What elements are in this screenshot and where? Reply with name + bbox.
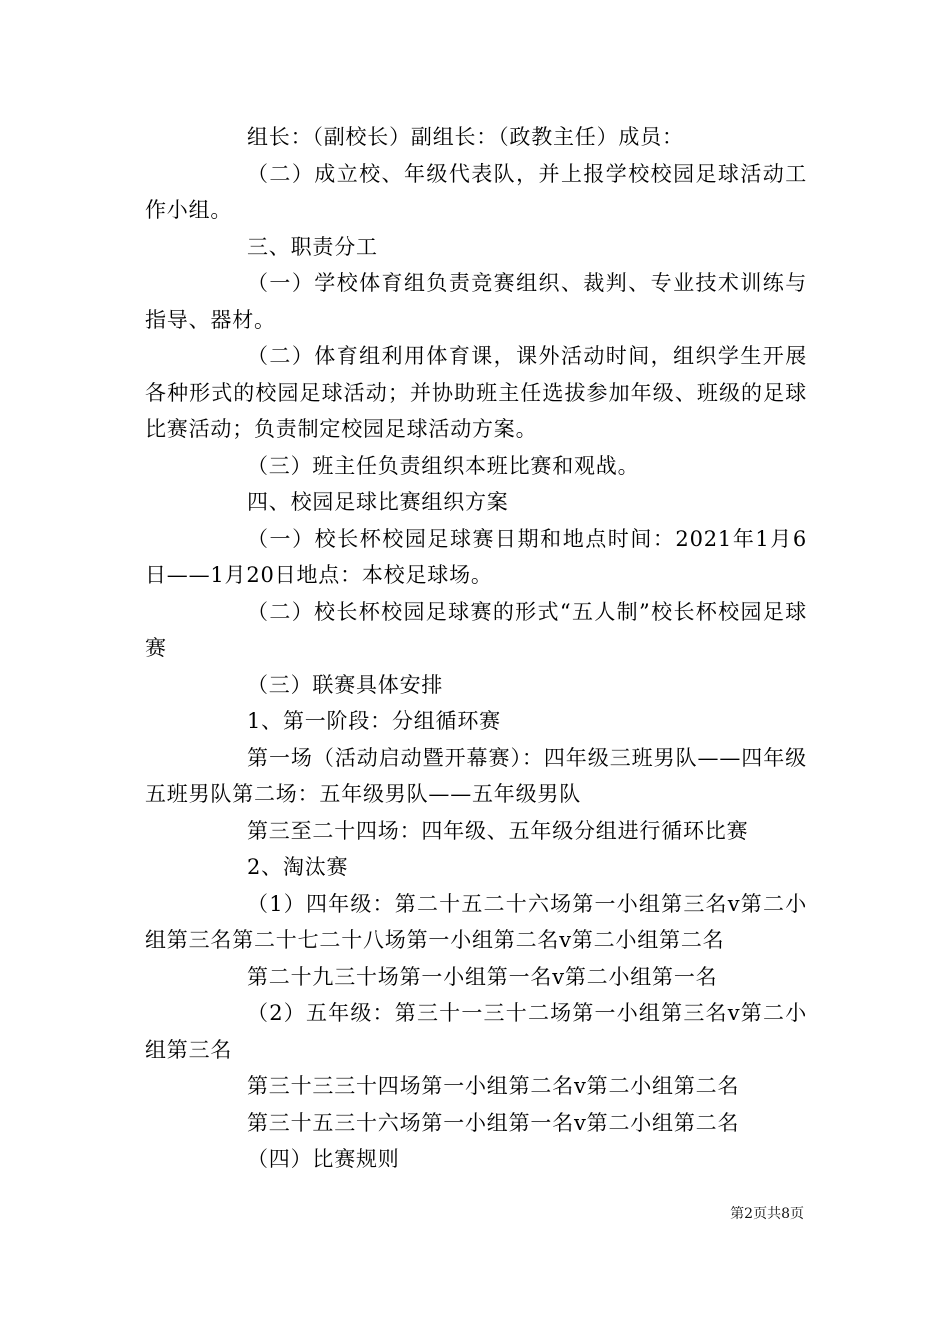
paragraph-schedule-heading: （三）联赛具体安排 — [247, 672, 444, 697]
paragraph-format: （二）校长杯校园足球赛的形式“五人制”校长杯校园足球赛 — [145, 599, 807, 660]
paragraph-opening-match: 第一场（活动启动暨开幕赛）：四年级三班男队——四年级五班男队第二场：五年级男队——五年级男队 — [145, 745, 807, 806]
section-heading-duties: 三、职责分工 — [247, 234, 378, 259]
paragraph-grade-4-final: 第二十九三十场第一小组第一名v第二小组第一名 — [247, 964, 718, 989]
paragraph-grade-4-knockout: （1）四年级：第二十五二十六场第一小组第三名v第二小组第三名第二十七二十八场第一小组第二名v第二小组第二名 — [145, 891, 807, 952]
paragraph-round-robin: 第三至二十四场：四年级、五年级分组进行循环比赛 — [247, 818, 749, 843]
paragraph-duty-1: （一）学校体育组负责竞赛组织、裁判、专业技术训练与指导、器材。 — [145, 271, 807, 332]
paragraph-date-location: （一）校长杯校园足球赛日期和地点时间：2021年1月6日——1月20日地点：本校足球场。 — [145, 526, 807, 587]
paragraph-team-setup: （二）成立校、年级代表队，并上报学校校园足球活动工作小组。 — [145, 161, 807, 222]
paragraph-grade-5-semifinal: 第三十三三十四场第一小组第二名v第二小组第二名 — [247, 1074, 740, 1098]
document-body — [145, 119, 807, 1178]
paragraph-leadership: 组长：（副校长）副组长：（政教主任）成员： — [247, 125, 684, 149]
paragraph-stage-1: 1、第一阶段：分组循环赛 — [247, 709, 501, 733]
paragraph-grade-5-final: 第三十五三十六场第一小组第一名v第二小组第二名 — [247, 1110, 740, 1135]
page-number-footer: 第2页共8页 — [730, 1206, 804, 1222]
paragraph-duty-2: （二）体育组利用体育课，课外活动时间，组织学生开展各种形式的校园足球活动；并协助班主任选拔参加年级、班级的足球比赛活动；负责制定校园足球活动方案。 — [145, 344, 807, 441]
paragraph-duty-3: （三）班主任负责组织本班比赛和观战。 — [247, 453, 640, 478]
paragraph-knockout-heading: 2、淘汰赛 — [247, 855, 349, 879]
section-heading-rules: （四）比赛规则 — [247, 1147, 400, 1171]
paragraph-grade-5-knockout: （2）五年级：第三十一三十二场第一小组第三名v第二小组第三名 — [145, 1001, 807, 1062]
section-heading-competition-plan: 四、校园足球比赛组织方案 — [247, 490, 509, 514]
